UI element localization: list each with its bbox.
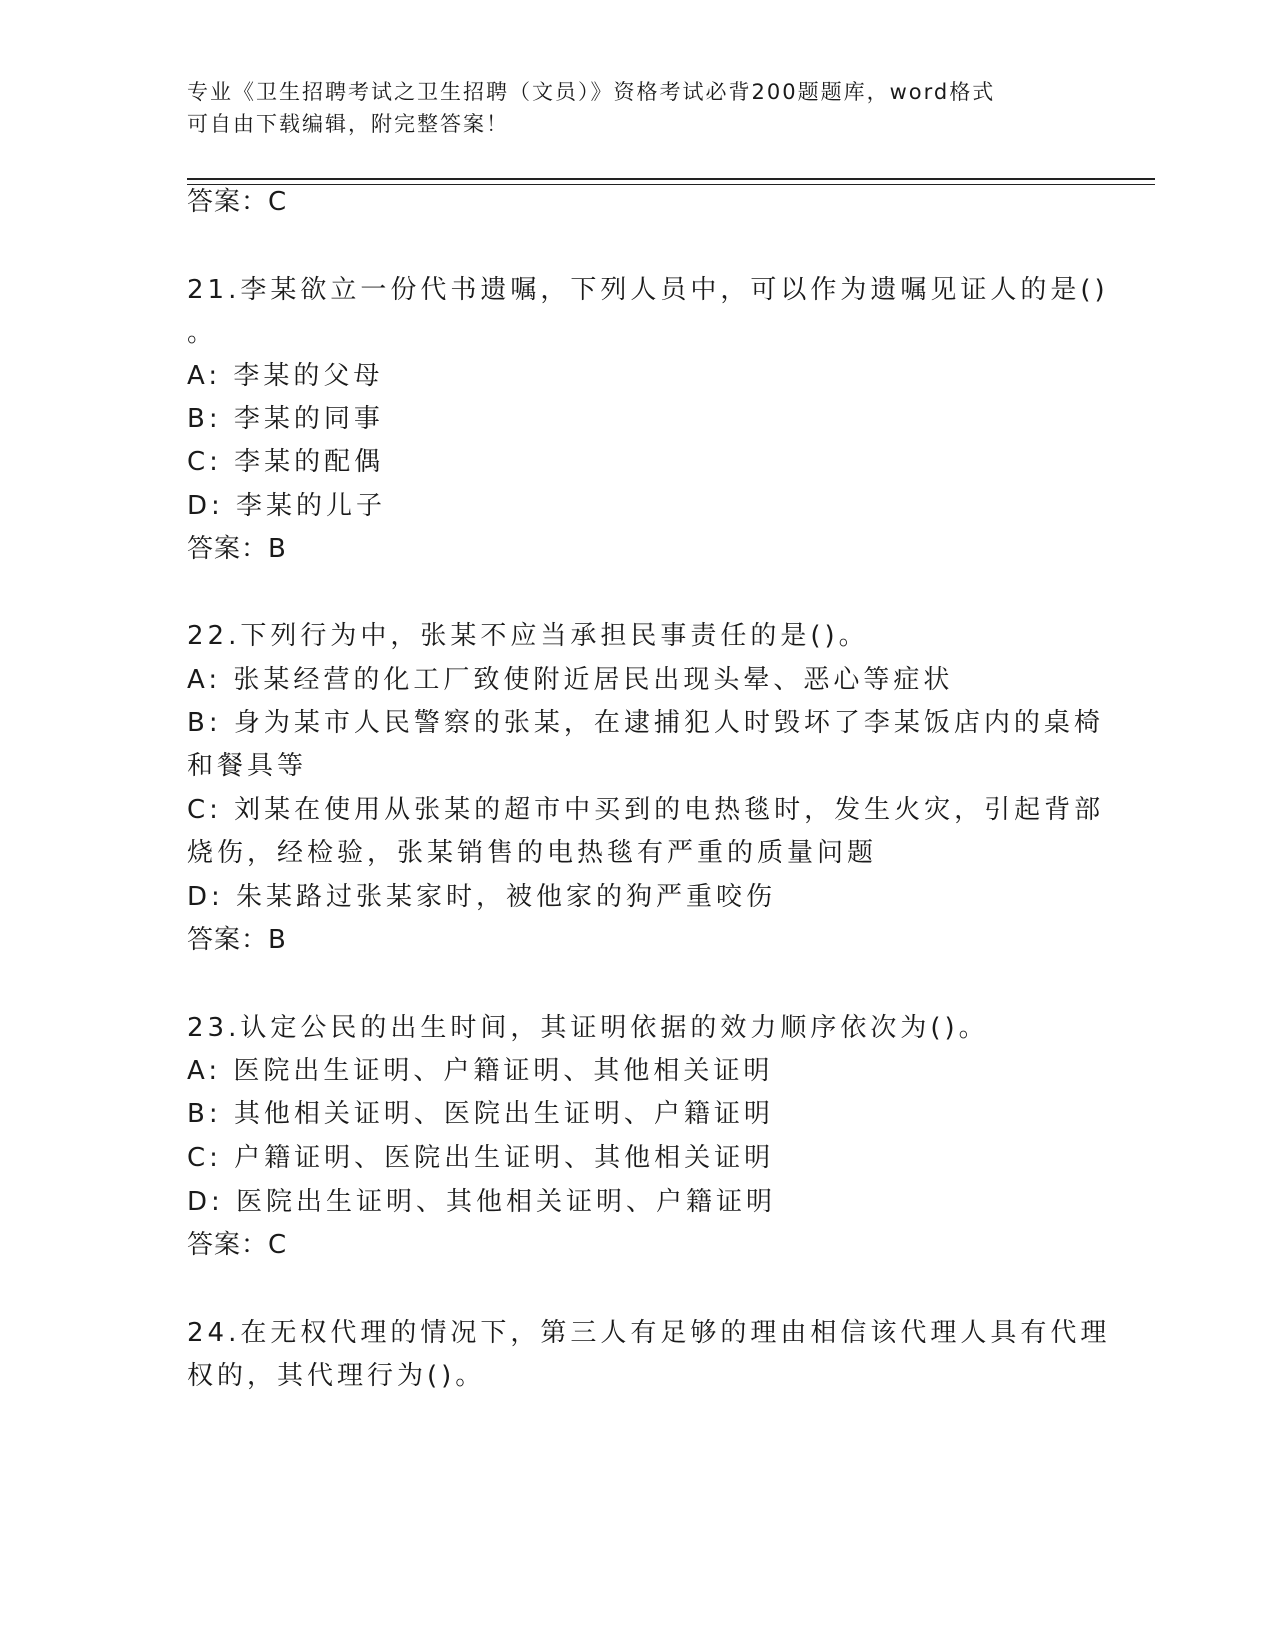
question-21-option-a: A: 李某的父母 bbox=[187, 361, 384, 391]
header-divider-thick bbox=[187, 178, 1155, 180]
question-22-option-c-line-1: C: 刘某在使用从张某的超市中买到的电热毯时，发生火灾，引起背部 bbox=[187, 795, 1105, 825]
document-header bbox=[187, 76, 1087, 140]
question-24-stem-line-2: 权的，其代理行为()。 bbox=[187, 1361, 486, 1391]
question-21-stem-line-2: 。 bbox=[187, 318, 218, 348]
question-23-option-b: B: 其他相关证明、医院出生证明、户籍证明 bbox=[187, 1099, 774, 1129]
question-21-option-d: D: 李某的儿子 bbox=[187, 491, 387, 521]
question-22-option-b-line-1: B: 身为某市人民警察的张某，在逮捕犯人时毁坏了李某饭店内的桌椅 bbox=[187, 708, 1104, 738]
question-24-stem-line-1: 24.在无权代理的情况下，第三人有足够的理由相信该代理人具有代理 bbox=[187, 1318, 1111, 1348]
question-23-option-d: D: 医院出生证明、其他相关证明、户籍证明 bbox=[187, 1187, 777, 1217]
question-23-answer: 答案：C bbox=[187, 1230, 288, 1260]
question-21-stem-line-1: 21.李某欲立一份代书遗嘱，下列人员中，可以作为遗嘱见证人的是() bbox=[187, 275, 1109, 305]
question-21-option-b: B: 李某的同事 bbox=[187, 404, 384, 434]
question-21-option-c: C: 李某的配偶 bbox=[187, 447, 385, 477]
header-line-2: 可自由下载编辑，附完整答案！ bbox=[187, 112, 509, 136]
question-22-stem: 22.下列行为中，张某不应当承担民事责任的是()。 bbox=[187, 621, 869, 651]
question-22-answer: 答案：B bbox=[187, 925, 287, 955]
question-22-option-c-line-2: 烧伤，经检验，张某销售的电热毯有严重的质量问题 bbox=[187, 838, 878, 868]
question-22-option-a: A: 张某经营的化工厂致使附近居民出现头晕、恶心等症状 bbox=[187, 665, 954, 695]
header-divider-thin bbox=[187, 184, 1155, 185]
question-23-option-c: C: 户籍证明、医院出生证明、其他相关证明 bbox=[187, 1143, 775, 1173]
question-22-option-d: D: 朱某路过张某家时，被他家的狗严重咬伤 bbox=[187, 882, 777, 912]
answer-line: 答案：C bbox=[187, 187, 288, 217]
question-21-answer: 答案：B bbox=[187, 534, 287, 564]
question-23-stem: 23.认定公民的出生时间，其证明依据的效力顺序依次为()。 bbox=[187, 1013, 989, 1043]
question-23-option-a: A: 医院出生证明、户籍证明、其他相关证明 bbox=[187, 1056, 774, 1086]
question-22-option-b-line-2: 和餐具等 bbox=[187, 751, 308, 781]
header-line-1: 专业《卫生招聘考试之卫生招聘（文员）》资格考试必背200题题库，word格式 bbox=[187, 80, 996, 104]
